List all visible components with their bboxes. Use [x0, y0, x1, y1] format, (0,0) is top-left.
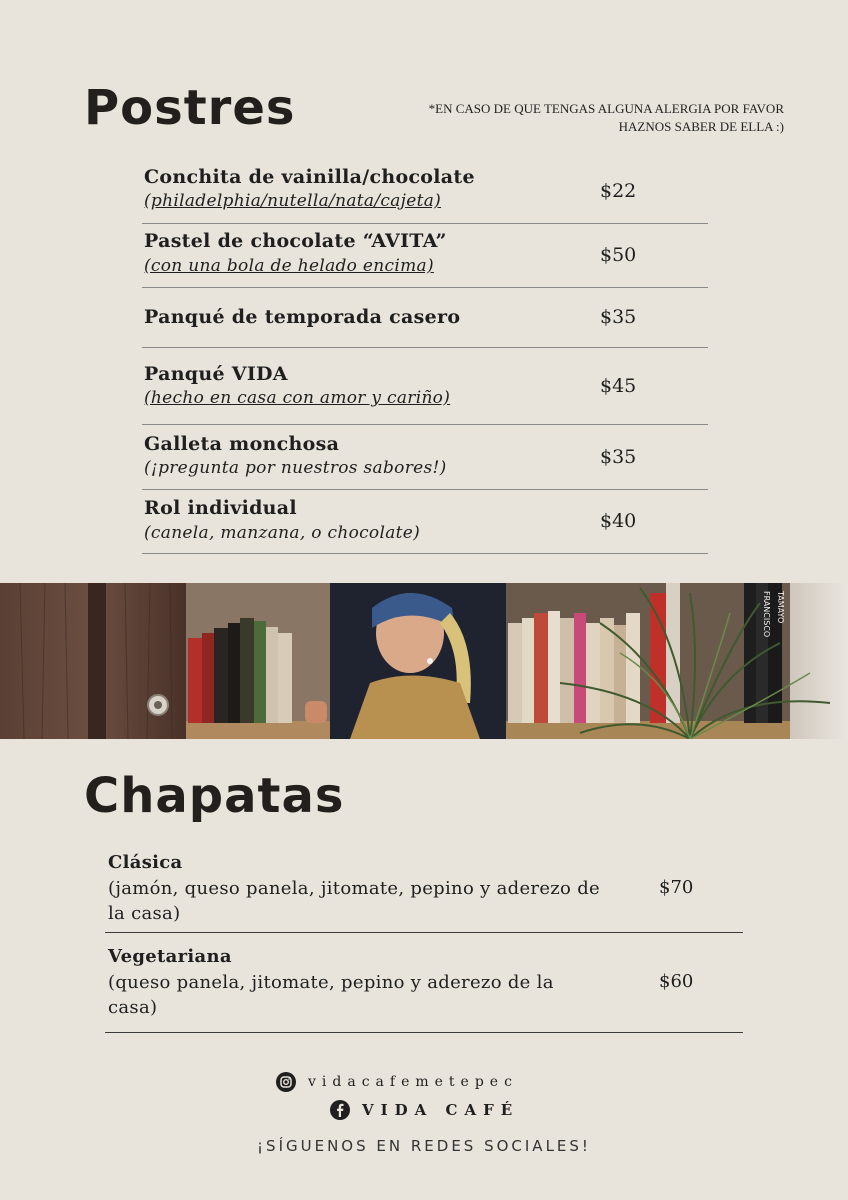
item-name: Vegetariana: [108, 946, 232, 967]
facebook-link[interactable]: [330, 1100, 519, 1120]
item-description: (queso panela, jitomate, pepino y aderezo de la casa): [108, 972, 554, 1018]
item-name: Galleta monchosa: [144, 433, 340, 455]
postres-title: Postres: [84, 80, 296, 136]
item-price: $70: [659, 877, 694, 898]
follow-us-text: ¡SÍGUENOS EN REDES SOCIALES!: [257, 1137, 591, 1155]
item-name: Conchita de vainilla/chocolate: [144, 166, 475, 188]
instagram-link[interactable]: [276, 1072, 518, 1092]
menu-item: [142, 425, 708, 490]
item-name: Rol individual: [144, 497, 297, 519]
instagram-handle: vidacafemetepec: [308, 1074, 518, 1090]
facebook-name: VIDA CAFÉ: [362, 1101, 520, 1119]
item-price: $60: [659, 971, 694, 992]
item-name: Panqué VIDA: [144, 363, 288, 385]
item-name: Panqué de temporada casero: [144, 306, 461, 328]
facebook-icon: [330, 1100, 350, 1120]
menu-item: [142, 490, 708, 554]
item-name: Clásica: [108, 852, 183, 873]
item-price: $22: [600, 180, 637, 202]
menu-item: [105, 840, 743, 933]
cafe-photo: [0, 583, 848, 739]
postres-list: [142, 160, 708, 554]
book-spine-text: FRANCISCO: [762, 591, 771, 638]
item-description: (philadelphia/nutella/nata/cajeta): [144, 191, 442, 211]
item-description: (¡pregunta por nuestros sabores!): [144, 458, 447, 478]
chapatas-title: Chapatas: [84, 768, 345, 824]
menu-item: [142, 160, 708, 224]
allergy-note: *EN CASO DE QUE TENGAS ALGUNA ALERGIA POR FAVOR HAZNOS SABER DE ELLA :): [428, 101, 784, 134]
item-price: $40: [600, 510, 637, 532]
item-price: $45: [600, 375, 637, 397]
menu-item: [142, 224, 708, 288]
item-description: (jamón, queso panela, jitomate, pepino y aderezo de la casa): [108, 878, 600, 924]
item-description: (con una bola de helado encima): [144, 256, 434, 276]
menu-item: [105, 933, 743, 1033]
menu-item: [142, 348, 708, 425]
item-name: Pastel de chocolate “AVITA”: [144, 230, 447, 252]
item-description: (canela, manzana, o chocolate): [144, 523, 421, 543]
book-spine-text: TAMAYO: [776, 591, 785, 624]
menu-item: [142, 288, 708, 348]
item-price: $50: [600, 244, 637, 266]
item-price: $35: [600, 306, 637, 328]
chapatas-list: [105, 840, 743, 1033]
instagram-icon: [276, 1072, 296, 1092]
bookshelf-photo: [0, 583, 848, 739]
item-price: $35: [600, 446, 637, 468]
item-description: (hecho en casa con amor y cariño): [144, 388, 451, 408]
